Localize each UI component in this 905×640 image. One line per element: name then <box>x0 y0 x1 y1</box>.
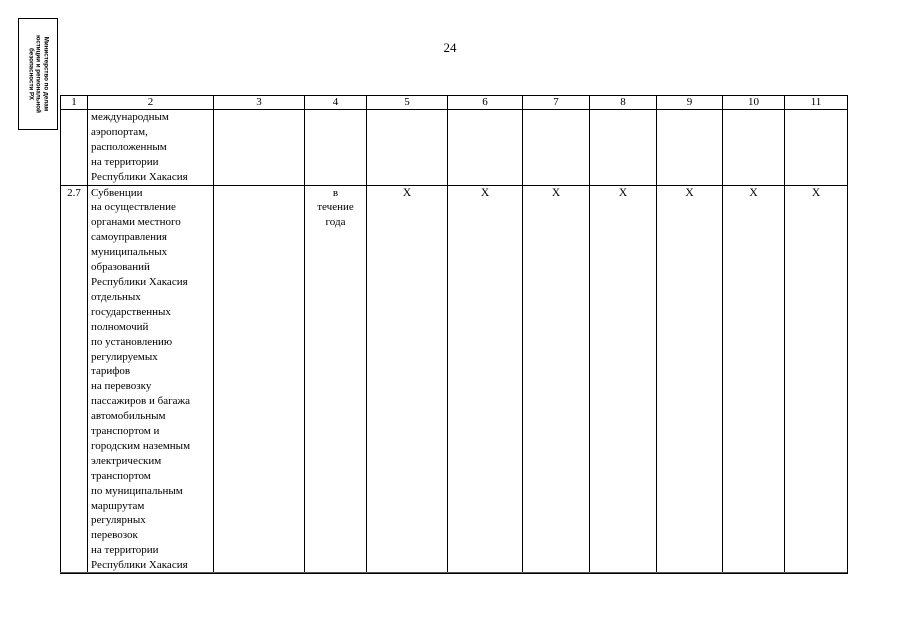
mark-cell: Х <box>785 185 848 574</box>
mark-cell <box>590 110 657 186</box>
mark-cell <box>523 110 590 186</box>
mark-cell <box>723 110 785 186</box>
deadline-cell <box>305 110 367 186</box>
registration-stamp <box>18 18 58 130</box>
stamp-text: Министерство по делам юстиции и региональной безопасности РХ <box>27 35 50 113</box>
column-header: 8 <box>590 96 657 110</box>
column-header: 11 <box>785 96 848 110</box>
mark-cell: Х <box>448 185 523 574</box>
column-header: 7 <box>523 96 590 110</box>
mark-cell: Х <box>723 185 785 574</box>
data-table <box>60 95 848 574</box>
mark-cell: Х <box>590 185 657 574</box>
table-row <box>61 110 848 186</box>
mark-cell: Х <box>367 185 448 574</box>
column-header: 1 <box>61 96 88 110</box>
page-bottom-rule <box>60 572 847 573</box>
column-header: 3 <box>214 96 305 110</box>
row-number-cell <box>61 110 88 186</box>
mark-cell <box>367 110 448 186</box>
column-header: 4 <box>305 96 367 110</box>
header-row <box>61 96 848 110</box>
table-cell <box>214 185 305 574</box>
row-number-cell: 2.7 <box>61 185 88 574</box>
column-header: 5 <box>367 96 448 110</box>
column-header: 6 <box>448 96 523 110</box>
mark-cell <box>657 110 723 186</box>
mark-cell <box>448 110 523 186</box>
mark-cell <box>785 110 848 186</box>
description-cell: Субвенции на осуществление органами местного самоуправления муниципальных образований Республики Хакасия отдельных государственных полномочий по установлению регулируемых тарифов на перевозку пассажиров и багажа автомобильным транспортом и городским наземным электрическим транспортом по муниципальным маршрутам регулярных перевозок на территории Республики Хакасия <box>88 185 214 574</box>
page-number: 24 <box>443 40 457 55</box>
column-header: 10 <box>723 96 785 110</box>
mark-cell: Х <box>657 185 723 574</box>
deadline-cell: в течение года <box>305 185 367 574</box>
column-header: 2 <box>88 96 214 110</box>
column-header: 9 <box>657 96 723 110</box>
mark-cell: Х <box>523 185 590 574</box>
table-cell <box>214 110 305 186</box>
table-row <box>61 185 848 574</box>
description-cell: международным аэропортам, расположенным на территории Республики Хакасия <box>88 110 214 186</box>
